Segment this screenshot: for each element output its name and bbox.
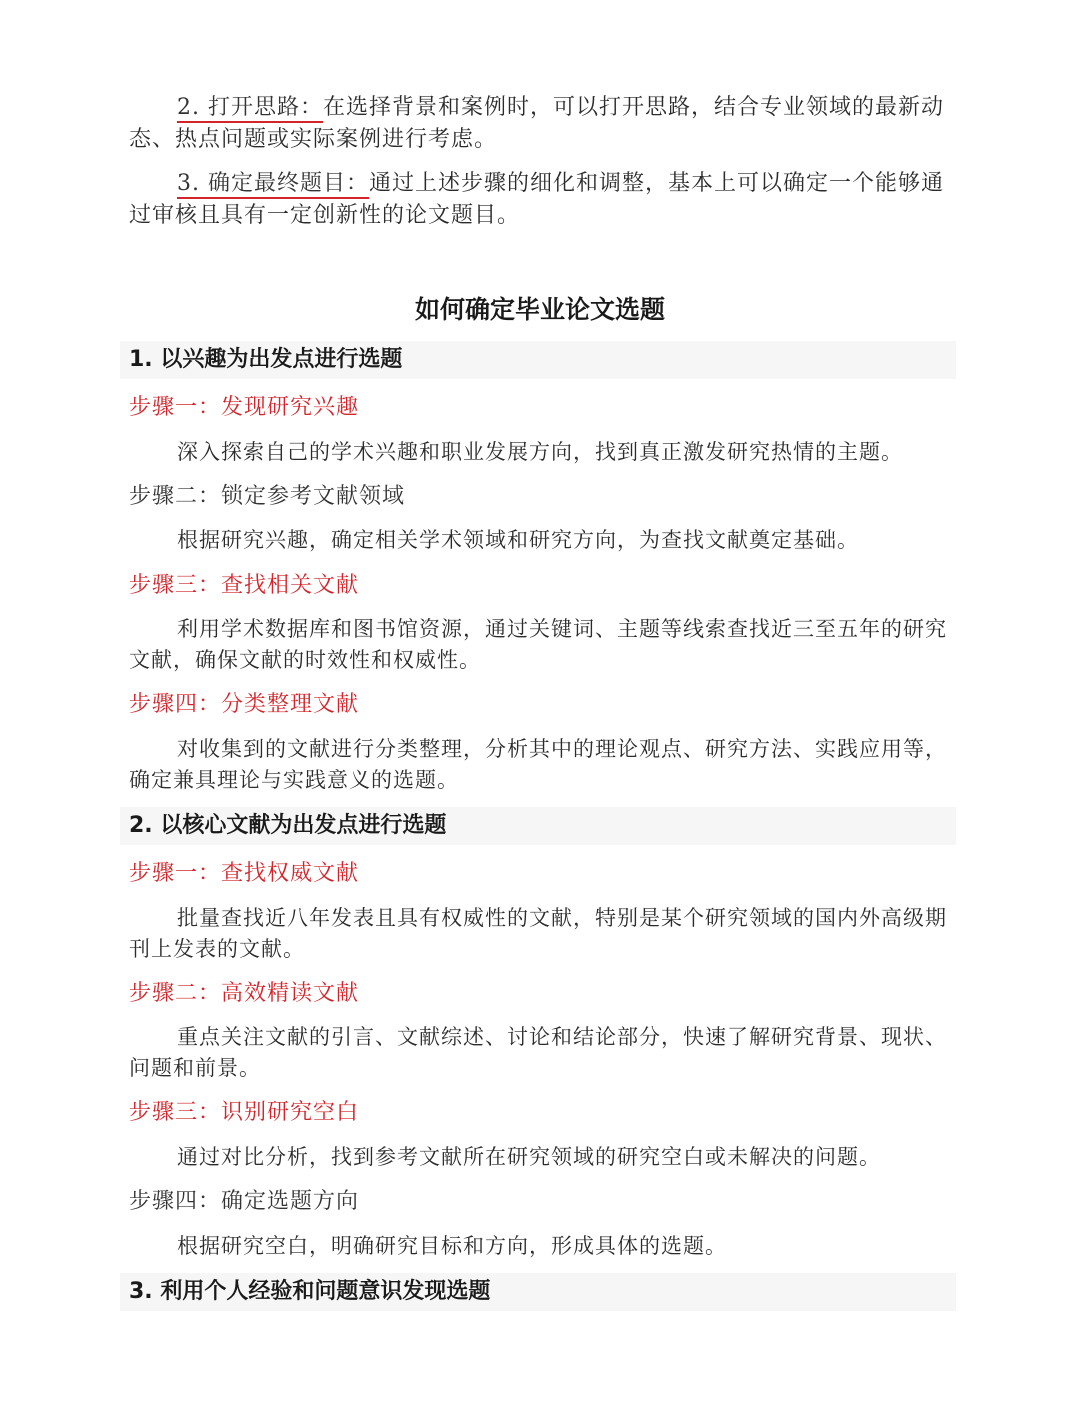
s1-step3-body: 利用学术数据库和图书馆资源，通过关键词、主题等线索查找近三至五年的研究文献，确保文献的时效性和权威性。 xyxy=(129,617,947,672)
intro-paragraph-final-topic xyxy=(129,168,959,232)
section-heading-interest: 1. 以兴趣为出发点进行选题 xyxy=(120,341,956,379)
section-heading-personal-experience: 3. 利用个人经验和问题意识发现选题 xyxy=(120,1273,956,1311)
s2-step3-body: 通过对比分析，找到参考文献所在研究领域的研究空白或未解决的问题。 xyxy=(177,1145,881,1169)
intro-text-open-mind: 在选择背景和案例时，可以打开思路，结合专业领域的最新动态、热点问题或实际案例进行考虑。 xyxy=(129,95,944,152)
s2-step4-body: 根据研究空白，明确研究目标和方向，形成具体的选题。 xyxy=(177,1234,727,1258)
s2-step3-label: 步骤三：识别研究空白 xyxy=(129,1100,360,1125)
s1-step4-body: 对收集到的文献进行分类整理，分析其中的理论观点、研究方法、实践应用等，确定兼具理论与实践意义的选题。 xyxy=(129,737,947,792)
s1-step3-label: 步骤三：查找相关文献 xyxy=(129,573,360,598)
section-heading-core-literature: 2. 以核心文献为出发点进行选题 xyxy=(120,807,956,845)
s1-step4-label: 步骤四：分类整理文献 xyxy=(129,692,360,717)
intro-paragraph-open-mind xyxy=(129,92,959,156)
s2-step2-label: 步骤二：高效精读文献 xyxy=(129,981,360,1006)
s2-step2-body: 重点关注文献的引言、文献综述、讨论和结论部分，快速了解研究背景、现状、问题和前景。 xyxy=(129,1025,947,1080)
page-title: 如何确定毕业论文选题 xyxy=(414,295,665,324)
s2-step1-body: 批量查找近八年发表且具有权威性的文献，特别是某个研究领域的国内外高级期刊上发表的文献。 xyxy=(129,906,947,961)
s1-step1-body: 深入探索自己的学术兴趣和职业发展方向，找到真正激发研究热情的主题。 xyxy=(177,440,903,464)
intro-text-final-topic: 通过上述步骤的细化和调整，基本上可以确定一个能够通过审核且具有一定创新性的论文题目。 xyxy=(129,171,944,228)
s1-step1-label: 步骤一：发现研究兴趣 xyxy=(129,395,360,420)
s2-step4-label: 步骤四：确定选题方向 xyxy=(129,1189,360,1214)
intro-lead-open-mind: 2. 打开思路： xyxy=(177,95,323,123)
intro-lead-final-topic: 3. 确定最终题目： xyxy=(177,171,369,199)
s1-step2-body: 根据研究兴趣，确定相关学术领域和研究方向，为查找文献奠定基础。 xyxy=(177,528,859,552)
s2-step1-label: 步骤一：查找权威文献 xyxy=(129,861,360,886)
s1-step2-label: 步骤二：锁定参考文献领域 xyxy=(129,484,406,509)
